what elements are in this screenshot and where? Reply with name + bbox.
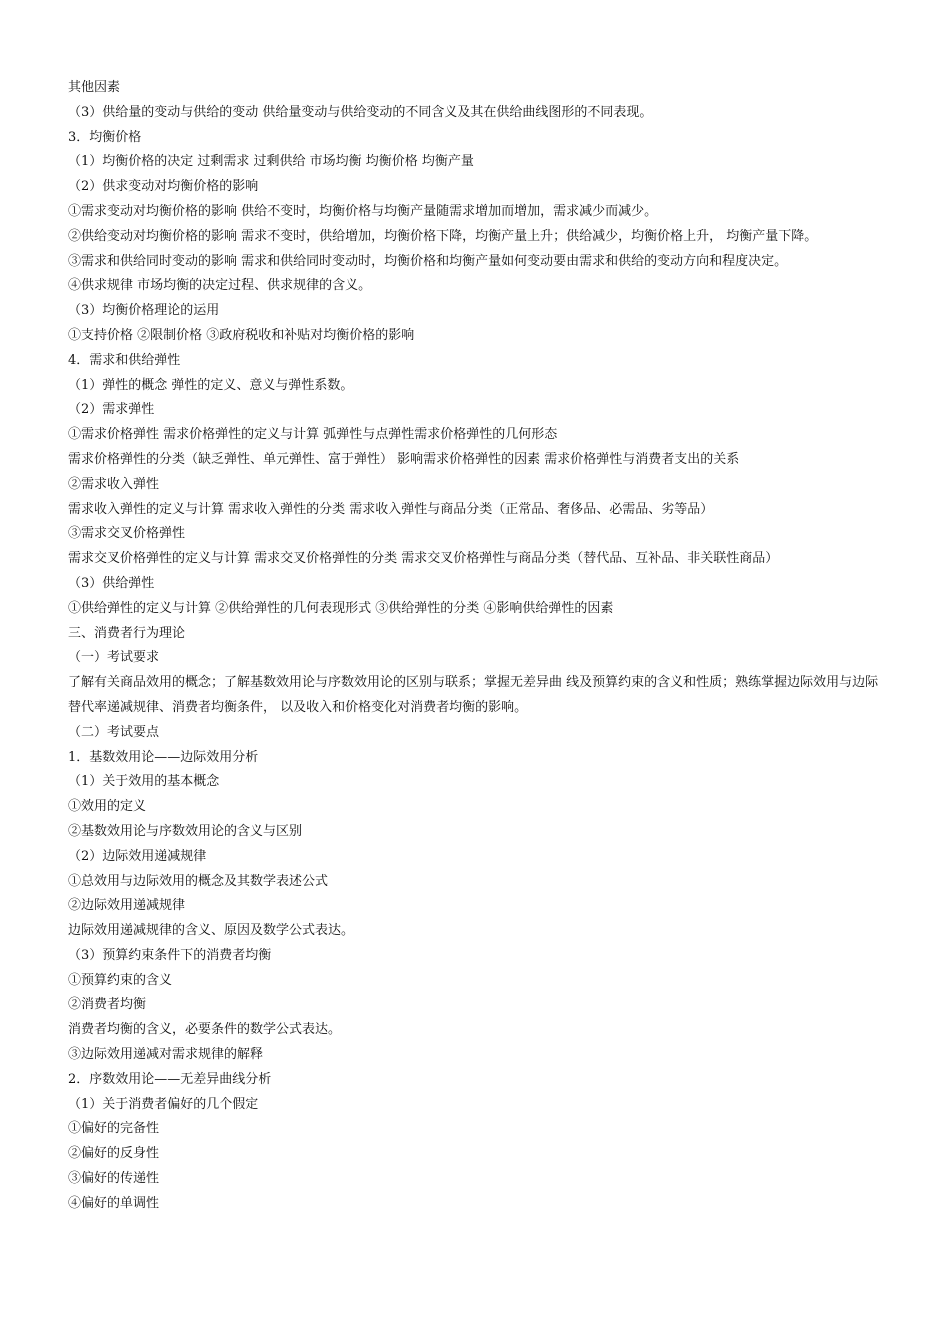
- text-line: （3）供给弹性: [68, 575, 155, 591]
- text-line: （1）关于消费者偏好的几个假定: [68, 1096, 259, 1112]
- text-line: ①偏好的完备性: [68, 1121, 160, 1137]
- text-line: （2）需求弹性: [68, 402, 155, 418]
- text-line: ②基数效用论与序数效用论的含义与区别: [68, 823, 303, 839]
- text-line: 了解有关商品效用的概念；了解基数效用论与序数效用论的区别与联系；掌握无差异曲 线及预算约束的含义和性质；熟练掌握边际效用与边际替代率递减规律、消费者均衡条件， 以及收入和价格变化对消费者均衡的影响。: [68, 675, 879, 715]
- text-line: 消费者均衡的含义，必要条件的数学公式表达。: [68, 1022, 342, 1038]
- text-line: （3）预算约束条件下的消费者均衡: [68, 947, 272, 963]
- text-line: （3）均衡价格理论的运用: [68, 303, 220, 319]
- text-line: ①总效用与边际效用的概念及其数学表述公式: [68, 873, 329, 889]
- section-heading: 3．均衡价格: [68, 129, 142, 145]
- text-line: ③需求交叉价格弹性: [68, 526, 186, 542]
- text-line: （1）关于效用的基本概念: [68, 774, 220, 790]
- text-line: ③需求和供给同时变动的影响 需求和供给同时变动时，均衡价格和均衡产量如何变动要由需求和供给的变动方向和程度决定。: [68, 253, 788, 269]
- text-line: （1）弹性的概念 弹性的定义、意义与弹性系数。: [68, 377, 354, 393]
- text-line: ②需求收入弹性: [68, 476, 160, 492]
- text-line: ④偏好的单调性: [68, 1195, 160, 1211]
- text-line: ①效用的定义: [68, 799, 147, 815]
- section-heading: 2．序数效用论——无差异曲线分析: [68, 1071, 272, 1087]
- text-line: ①需求价格弹性 需求价格弹性的定义与计算 弧弹性与点弹性需求价格弹性的几何形态: [68, 427, 558, 443]
- text-line: ②边际效用递减规律: [68, 898, 186, 914]
- section-heading: 4．需求和供给弹性: [68, 352, 181, 368]
- chapter-heading: 三、消费者行为理论: [68, 625, 186, 641]
- text-line: 需求交叉价格弹性的定义与计算 需求交叉价格弹性的分类 需求交叉价格弹性与商品分类（替代品、互补品、非关联性商品）: [68, 551, 779, 567]
- text-line: ①支持价格 ②限制价格 ③政府税收和补贴对均衡价格的影响: [68, 327, 415, 343]
- text-line: 其他因素: [68, 80, 121, 95]
- text-line: ②消费者均衡: [68, 997, 147, 1013]
- text-line: ①需求变动对均衡价格的影响 供给不变时，均衡价格与均衡产量随需求增加而增加，需求减少而减少。: [68, 203, 658, 219]
- text-line: （3）供给量的变动与供给的变动 供给量变动与供给变动的不同含义及其在供给曲线图形的不同表现。: [68, 104, 653, 120]
- text-line: 需求价格弹性的分类（缺乏弹性、单元弹性、富于弹性） 影响需求价格弹性的因素 需求价格弹性与消费者支出的关系: [68, 451, 740, 467]
- text-line: ①供给弹性的定义与计算 ②供给弹性的几何表现形式 ③供给弹性的分类 ④影响供给弹性的因素: [68, 600, 614, 616]
- text-line: ③边际效用递减对需求规律的解释: [68, 1047, 264, 1063]
- text-line: （二）考试要点: [68, 724, 160, 740]
- text-line: （一）考试要求: [68, 650, 160, 666]
- text-line: ①预算约束的含义: [68, 972, 173, 988]
- text-line: 需求收入弹性的定义与计算 需求收入弹性的分类 需求收入弹性与商品分类（正常品、奢侈品、必需品、劣等品）: [68, 501, 714, 517]
- text-line: ④供求规律 市场均衡的决定过程、供求规律的含义。: [68, 278, 372, 294]
- text-line: ③偏好的传递性: [68, 1171, 160, 1187]
- text-line: （1）均衡价格的决定 过剩需求 过剩供给 市场均衡 均衡价格 均衡产量: [68, 154, 474, 170]
- text-line: ②偏好的反身性: [68, 1146, 160, 1162]
- text-line: ②供给变动对均衡价格的影响 需求不变时，供给增加，均衡价格下降，均衡产量上升；供给减少，均衡价格上升， 均衡产量下降。: [68, 228, 818, 244]
- document-page: [68, 76, 884, 1217]
- text-line: 边际效用递减规律的含义、原因及数学公式表达。: [68, 923, 355, 939]
- text-line: （2）供求变动对均衡价格的影响: [68, 179, 259, 195]
- section-heading: 1．基数效用论——边际效用分析: [68, 749, 259, 765]
- text-line: （2）边际效用递减规律: [68, 848, 207, 864]
